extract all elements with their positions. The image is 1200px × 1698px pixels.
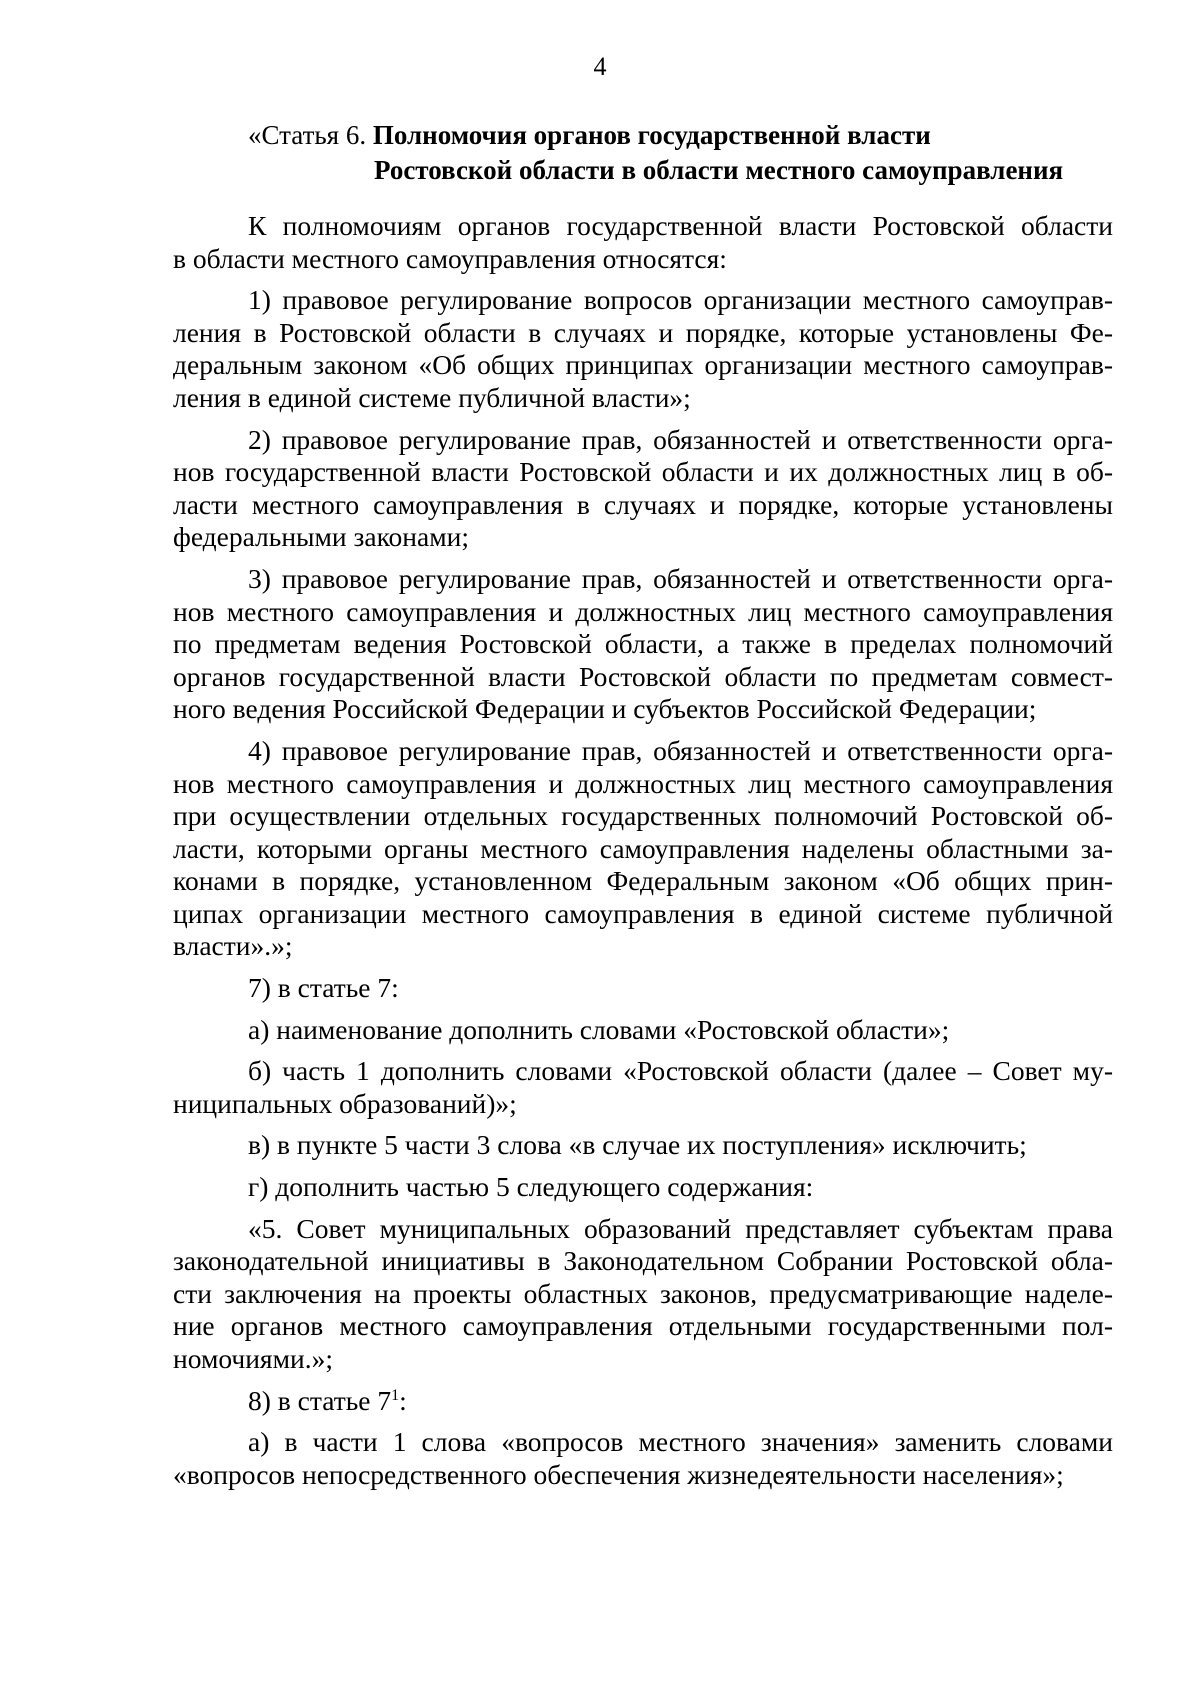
line-text: г) дополнить частью 5 следующего содержания: (248, 1171, 814, 1203)
article-title-line1: Полномочия органов государственной власти (372, 120, 931, 150)
line-text: 8) в статье 7 (248, 1384, 392, 1416)
paragraph-line (173, 317, 1113, 350)
paragraph-line (173, 661, 1113, 694)
paragraph-line (173, 489, 1113, 522)
article-title-line2: Ростовской области в области местного самоуправления (374, 155, 1064, 185)
line-text: в области местного самоуправления относятся: (173, 242, 727, 274)
paragraph-line (173, 1245, 1113, 1278)
line-text: нов государственной власти Ростовской области и их должностных лиц в об- (173, 456, 1113, 488)
line-text: деральным законом «Об общих принципах организации местного самоуправ- (173, 349, 1113, 381)
paragraph-line (173, 1088, 1113, 1121)
line-text: ципах организации местного самоуправления в единой системе публичной (173, 897, 1113, 929)
line-text: конами в порядке, установленном Федеральным законом «Об общих прин- (173, 865, 1113, 897)
paragraph-line (173, 930, 1113, 963)
paragraph-line (173, 349, 1113, 382)
line-text: в) в пункте 5 части 3 слова «в случае их поступления» исключить; (248, 1129, 1027, 1161)
line-text: ления в Ростовской области в случаях и порядке, которые установлены Фе- (173, 316, 1113, 348)
line-text: ние органов местного самоуправления отдельными государственными пол- (173, 1310, 1113, 1342)
line-text: власти».»; (173, 930, 293, 962)
paragraph-line (173, 382, 1113, 415)
line-text: «вопросов непосредственного обеспечения жизнедеятельности населения»; (173, 1458, 1064, 1490)
paragraph (173, 1213, 1113, 1376)
line-text: 7) в статье 7: (248, 972, 399, 1004)
line-text: 3) правовое регулирование прав, обязанностей и ответственности орга- (248, 562, 1113, 594)
paragraph-line (173, 1278, 1113, 1311)
paragraph-line (173, 1385, 1113, 1418)
paragraph (173, 563, 1113, 726)
paragraph (173, 1055, 1113, 1120)
paragraph-line (173, 800, 1113, 833)
paragraph (173, 735, 1113, 963)
line-text: ного ведения Российской Федерации и субъектов Российской Федерации; (173, 693, 1037, 725)
paragraph-line (173, 628, 1113, 661)
superscript: 1 (391, 1386, 400, 1404)
paragraph-line (173, 521, 1113, 554)
line-text: 4) правовое регулирование прав, обязанностей и ответственности орга- (248, 734, 1113, 766)
line-text: ниципальных образований)»; (173, 1087, 517, 1119)
article-prefix: «Статья 6. (248, 120, 373, 150)
line-text: нов местного самоуправления и должностных лиц местного самоуправления (173, 767, 1113, 799)
paragraph-line (173, 1171, 1113, 1204)
paragraph-line (173, 424, 1113, 457)
paragraph-line (173, 210, 1113, 243)
line-text: федеральными законами; (173, 521, 469, 553)
paragraph-line (173, 456, 1113, 489)
paragraph (173, 1171, 1113, 1204)
line-text: 2) правовое регулирование прав, обязанностей и ответственности орга- (248, 423, 1113, 455)
paragraph-line (173, 768, 1113, 801)
line-text: К полномочиям органов государственной власти Ростовской области (248, 210, 1113, 241)
line-text: б) часть 1 дополнить словами «Ростовской области (далее – Совет му- (248, 1055, 1113, 1087)
paragraph-line (173, 1129, 1113, 1162)
paragraph-line (173, 1014, 1113, 1047)
paragraph-line (173, 243, 1113, 276)
document-body (173, 210, 1113, 1500)
line-text: при осуществлении отдельных государственных полномочий Ростовской об- (173, 800, 1113, 832)
paragraph-line (173, 735, 1113, 768)
line-text: «5. Совет муниципальных образований представляет субъектам права (248, 1212, 1113, 1244)
paragraph-line (173, 693, 1113, 726)
paragraph-line (173, 833, 1113, 866)
paragraph-line (173, 898, 1113, 931)
paragraph (173, 972, 1113, 1005)
paragraph (173, 1385, 1113, 1418)
paragraph (173, 1129, 1113, 1162)
paragraph-line (173, 1426, 1113, 1459)
paragraph (173, 284, 1113, 414)
paragraph-line (173, 284, 1113, 317)
paragraph-line (173, 1459, 1113, 1492)
line-text: а) в части 1 слова «вопросов местного значения» заменить словами (248, 1426, 1113, 1458)
line-text: ления в единой системе публичной власти»; (173, 381, 691, 413)
line-text: по предметам ведения Ростовской области, а также в пределах полномочий (173, 628, 1113, 660)
line-text: а) наименование дополнить словами «Ростовской области»; (248, 1013, 950, 1045)
paragraph-line (173, 1213, 1113, 1246)
line-text: 1) правовое регулирование вопросов организации местного самоуправ- (248, 284, 1113, 316)
paragraph-line (173, 563, 1113, 596)
line-text: сти заключения на проекты областных законов, предусматривающие наделе- (173, 1277, 1113, 1309)
paragraph (173, 1014, 1113, 1047)
paragraph-line (173, 865, 1113, 898)
paragraph-line (173, 596, 1113, 629)
paragraph-line (173, 1343, 1113, 1376)
paragraph (173, 424, 1113, 554)
paragraph (173, 1426, 1113, 1491)
line-text: ласти местного самоуправления в случаях и порядке, которые установлены (173, 488, 1113, 520)
paragraph-line (173, 972, 1113, 1005)
line-text: номочиями.»; (173, 1343, 333, 1374)
paragraph-line (173, 1310, 1113, 1343)
paragraph-line (173, 1055, 1113, 1088)
paragraph (173, 210, 1113, 275)
line-text: ласти, которыми органы местного самоуправления наделены областными за- (173, 832, 1113, 864)
line-text: законодательной инициативы в Законодательном Собрании Ростовской обла- (173, 1245, 1113, 1277)
article-heading (248, 118, 1108, 188)
line-text: органов государственной власти Ростовской области по предметам совмест- (173, 660, 1113, 692)
line-tail: : (399, 1384, 407, 1416)
line-text: нов местного самоуправления и должностных лиц местного самоуправления (173, 595, 1113, 627)
page-number: 4 (593, 52, 607, 81)
